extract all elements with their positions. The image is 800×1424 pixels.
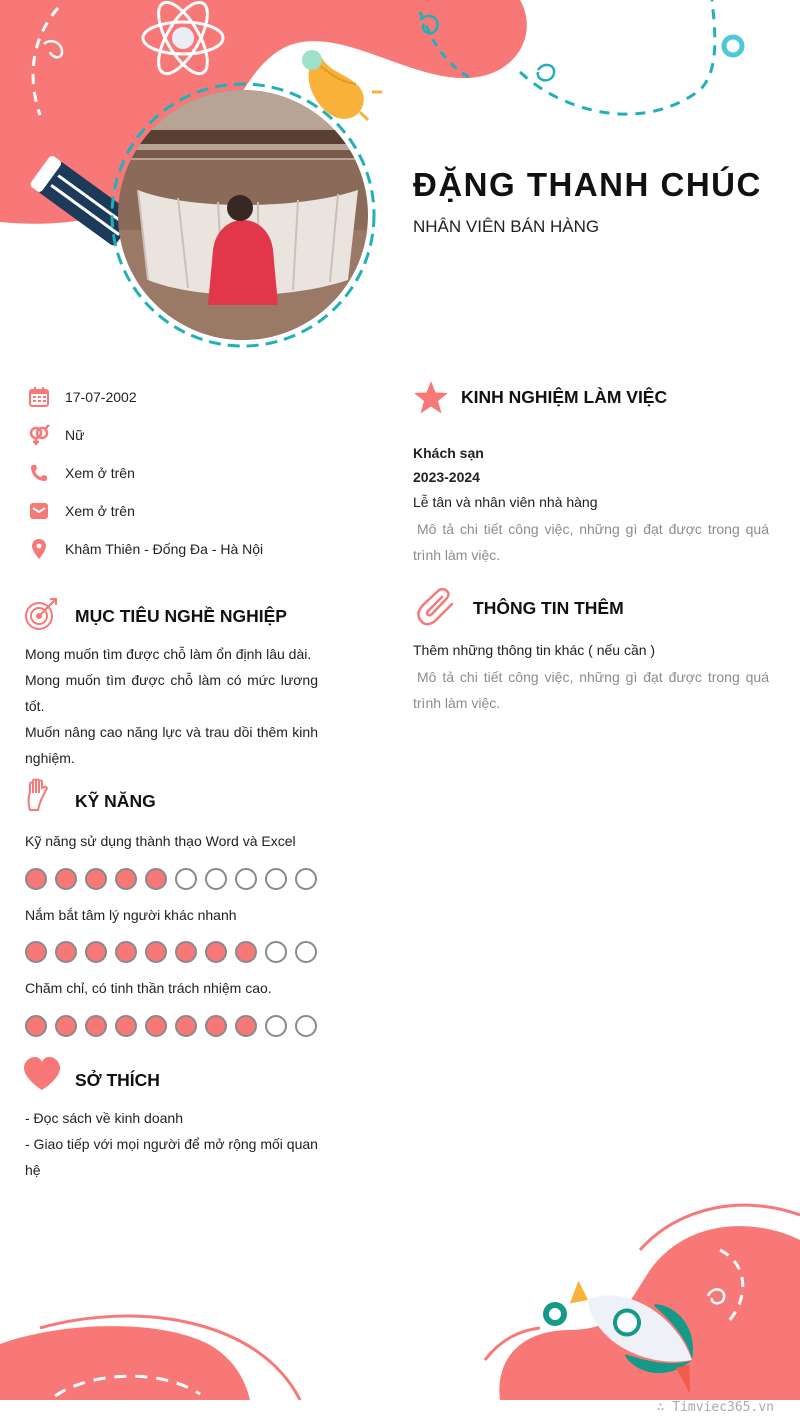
gender-value: Nữ bbox=[65, 427, 85, 443]
additional-description: Mô tả chi tiết công việc, những gì đạt được trong quá trình làm việc. bbox=[413, 669, 769, 711]
job-role: Lễ tân và nhân viên nhà hàng bbox=[413, 494, 598, 510]
rating-dot-empty bbox=[295, 868, 317, 890]
gender-icon bbox=[28, 424, 50, 446]
objective-line: Mong muốn tìm được chỗ làm ổn định lâu dài. bbox=[25, 646, 312, 662]
skill-rating bbox=[25, 941, 317, 963]
skill-rating bbox=[25, 1015, 317, 1037]
objective-line: Muốn nâng cao năng lực và trau dồi thêm kinh nghiệm. bbox=[25, 724, 318, 766]
email-icon bbox=[28, 500, 50, 522]
skill-name: Chăm chỉ, có tinh thần trách nhiệm cao. bbox=[25, 980, 272, 996]
rating-dot-empty bbox=[235, 868, 257, 890]
skill-name: Kỹ năng sử dụng thành thạo Word và Excel bbox=[25, 833, 296, 849]
rating-dot-filled bbox=[145, 941, 167, 963]
rating-dot-filled bbox=[55, 1015, 77, 1037]
hobby-item: - Giao tiếp với mọi người để mở rộng mối quan hệ bbox=[25, 1136, 318, 1178]
email-row bbox=[28, 499, 348, 523]
rating-dot-filled bbox=[145, 1015, 167, 1037]
rating-dot-empty bbox=[265, 941, 287, 963]
address-row bbox=[28, 537, 348, 561]
rating-dot-filled bbox=[115, 1015, 137, 1037]
rating-dot-filled bbox=[55, 868, 77, 890]
additional-title: THÔNG TIN THÊM bbox=[473, 598, 624, 618]
address-value: Khâm Thiên - Đống Đa - Hà Nội bbox=[65, 541, 264, 557]
hobbies-title: SỞ THÍCH bbox=[75, 1070, 160, 1090]
paperclip-icon bbox=[416, 588, 458, 628]
skill-name: Nắm bắt tâm lý người khác nhanh bbox=[25, 907, 237, 923]
profile-photo bbox=[118, 90, 368, 340]
star-icon bbox=[413, 380, 449, 416]
work-period: 2023-2024 bbox=[413, 469, 480, 485]
additional-text: Thêm những thông tin khác ( nếu cần ) bbox=[413, 642, 656, 658]
birthdate-row bbox=[28, 385, 348, 409]
rating-dot-filled bbox=[175, 941, 197, 963]
experience-title: KINH NGHIỆM LÀM VIỆC bbox=[461, 387, 668, 407]
hobbies-text bbox=[25, 1105, 325, 1183]
rating-dot-filled bbox=[85, 868, 107, 890]
rating-dot-filled bbox=[25, 868, 47, 890]
rating-dot-filled bbox=[55, 941, 77, 963]
experience-description: Mô tả chi tiết công việc, những gì đạt được trong quá trình làm việc. bbox=[413, 521, 769, 563]
gender-row bbox=[28, 423, 348, 447]
location-pin-icon bbox=[28, 538, 50, 560]
rating-dot-filled bbox=[205, 1015, 227, 1037]
rating-dot-filled bbox=[235, 1015, 257, 1037]
phone-value: Xem ở trên bbox=[65, 465, 135, 481]
calendar-icon bbox=[28, 386, 50, 408]
rating-dot-filled bbox=[85, 1015, 107, 1037]
birthdate-value: 17-07-2002 bbox=[65, 389, 137, 405]
company-name: Khách sạn bbox=[413, 445, 484, 461]
target-icon bbox=[23, 596, 59, 632]
objective-text bbox=[25, 641, 318, 771]
rating-dot-filled bbox=[85, 941, 107, 963]
rating-dot-filled bbox=[115, 868, 137, 890]
candidate-name: ĐẶNG THANH CHÚC bbox=[413, 166, 762, 203]
skill-rating bbox=[25, 868, 317, 890]
rating-dot-filled bbox=[145, 868, 167, 890]
rating-dot-empty bbox=[205, 868, 227, 890]
rating-dot-filled bbox=[235, 941, 257, 963]
rating-dot-empty bbox=[265, 1015, 287, 1037]
rating-dot-filled bbox=[175, 1015, 197, 1037]
email-value: Xem ở trên bbox=[65, 503, 135, 519]
rating-dot-empty bbox=[295, 1015, 317, 1037]
hobby-item: - Đọc sách về kinh doanh bbox=[25, 1110, 183, 1126]
heart-icon bbox=[24, 1057, 60, 1093]
objective-line: Mong muốn tìm được chỗ làm có mức lương tốt. bbox=[25, 672, 318, 714]
objective-title: MỤC TIÊU NGHỀ NGHIỆP bbox=[75, 606, 287, 626]
rating-dot-filled bbox=[115, 941, 137, 963]
rating-dot-filled bbox=[25, 941, 47, 963]
rating-dot-empty bbox=[295, 941, 317, 963]
rating-dot-empty bbox=[265, 868, 287, 890]
phone-row bbox=[28, 461, 348, 485]
hand-icon bbox=[22, 778, 58, 814]
rating-dot-empty bbox=[175, 868, 197, 890]
job-position: NHÂN VIÊN BÁN HÀNG bbox=[413, 217, 600, 236]
skills-title: KỸ NĂNG bbox=[75, 791, 156, 811]
phone-icon bbox=[28, 462, 50, 484]
watermark: ∴ Timviec365.vn bbox=[656, 1400, 774, 1415]
rating-dot-filled bbox=[205, 941, 227, 963]
rating-dot-filled bbox=[25, 1015, 47, 1037]
